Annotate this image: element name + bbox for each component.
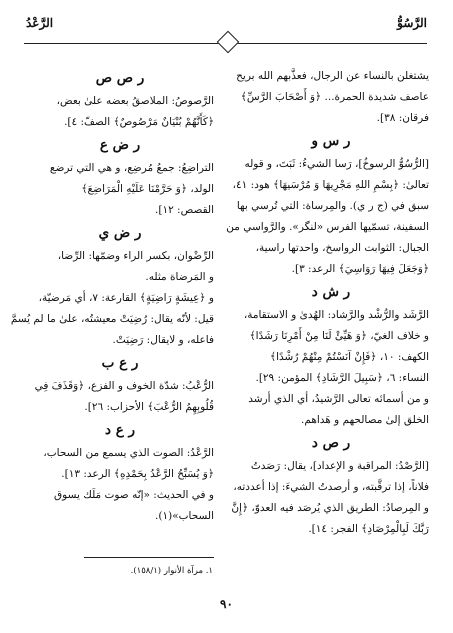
text-line: يشتغلن بالنساء عن الرجال، فعذَّبهم الله بريح bbox=[236, 70, 429, 82]
page-number: ٩٠ bbox=[220, 597, 233, 611]
text-line: و خلاف الغيّ، ﴿وَ هَيِّئْ لَنَا مِنْ أَمْرِنَا رَشَدًا﴾ bbox=[249, 330, 429, 342]
text-line: قُلُوبِهِمُ الرُّعْبَ﴾ الأحزاب: ٢٦]. bbox=[84, 401, 214, 413]
text-line: سبق في (ج ر ي). والمِرساة: التي تُرسي بها bbox=[236, 200, 429, 212]
text-line: [الرُّسُوُّ الرسوخُ]، رَسا الشيءُ: ثَبَتَ، و قوله bbox=[244, 158, 429, 170]
text-line: القصص: ١٢]. bbox=[155, 204, 214, 216]
root-heading: ر ص د bbox=[311, 435, 351, 451]
text-line: الرِّضْوان، بكسر الراء وضمّها: الرِّضا، bbox=[57, 250, 214, 262]
text-line: و ﴿عِيشَةٍ رَاضِيَةٍ﴾ القارعة: ٧، أي مَرضيّة، bbox=[38, 292, 214, 304]
text-line: ﴿وَجَعَلَ فِيهَا رَوَاسِيَ﴾ الرعد: ٣]. bbox=[291, 263, 429, 275]
text-line: الرُّعْبُ: شدّة الخوف و الفزع، ﴿وَقَذَفَ فِي bbox=[34, 380, 214, 392]
text-line: و من أسمائه تعالى الرَّشيدُ، أي الذي أرشد bbox=[248, 393, 429, 405]
text-line: الرَّشَد والرُّشْد والرَّشاد: الهُدىٰ و الاستقامة، bbox=[243, 309, 429, 321]
text-line: الخلق إلىٰ مصالحهم و هَداهم. bbox=[301, 414, 429, 426]
text-line: النساء: ٦، ﴿سَبِيلَ الرَّشَادِ﴾ المؤمن: ٢٩]. bbox=[255, 372, 429, 384]
text-line: السفينة، تسمّيها الفرس «لنگر». والرَّواسي من bbox=[226, 221, 429, 233]
right-column bbox=[226, 66, 429, 540]
header-left-title: الرَّعْدُ bbox=[26, 16, 54, 30]
root-heading: ر س و bbox=[311, 133, 351, 149]
text-line: فاعله، و لايقال: رَضِيَتْ. bbox=[112, 334, 214, 346]
root-heading: ر ع د bbox=[105, 422, 135, 438]
text-line: الولد، ﴿وَ حَرَّمْنَا عَلَيْهِ الْمَرَاضِعَ﴾ bbox=[81, 183, 214, 195]
text-line: و المِرصادُ: الطريق الذي يُرصَد فيه العدوّ، ﴿إِنَّ bbox=[231, 502, 429, 514]
text-line: فلاناً، إذا ترقَّبته، و أرصدتُ الشيءَ: إذا أعددته، bbox=[233, 481, 429, 493]
text-line: الكهف: ١٠، ﴿فَإِنْ آنَسْتُمْ مِنْهُمْ رُشْدًا﴾ bbox=[269, 351, 429, 363]
footnote-rule bbox=[84, 557, 214, 558]
header-diamond-ornament bbox=[217, 31, 240, 54]
text-line: ﴿وَ يُسَبِّحُ الرَّعْدُ بِحَمْدِهِ﴾ الرعد: ١٣]. bbox=[61, 468, 214, 480]
text-line: السحاب»(١). bbox=[155, 510, 214, 522]
text-line: رَبَّكَ لَبِالْمِرْصَادِ﴾ الفجر: ١٤]. bbox=[308, 523, 429, 535]
header-rule-left bbox=[24, 43, 220, 44]
left-column bbox=[10, 66, 214, 527]
root-heading: ر ع ب bbox=[101, 355, 139, 371]
text-line: تعالىٰ: ﴿بِسْمِ اللهِ مَجْرِيهَا وَ مُرْسَيهَا﴾ هود: ٤١، bbox=[232, 179, 429, 191]
footnote: ١. مرآة الأنوار (١٥٨/١). bbox=[130, 566, 213, 576]
root-heading: ر ش د bbox=[311, 284, 351, 300]
text-line: فرقان: ٣٨]. bbox=[376, 112, 429, 124]
text-line: الجبال: الثوابت الرواسخ، واحدتها راسية، bbox=[255, 242, 429, 254]
text-line: الرَّعْدُ: الصوت الذي يسمع من السحاب، bbox=[43, 447, 214, 459]
text-line: و المَرضاة مثله. bbox=[145, 271, 214, 283]
text-line: و في الحديث: «إنّه صوت مَلَك يسوق bbox=[54, 489, 214, 501]
root-heading: ر ض ع bbox=[99, 137, 141, 153]
text-line: [الرَّصْدُ: المراقبة و الإعداد]، يقال: رَصَدتُ bbox=[250, 460, 429, 472]
text-line: قيل: لأنّه يقال: رُضِيَتْ معيشتُه، علىٰ ما لم يُسمَّ bbox=[10, 313, 214, 325]
root-heading: ر ض ي bbox=[98, 225, 142, 241]
text-line: التراضِعُ: جمعُ مُرضِع، و هي التي ترضع bbox=[49, 162, 214, 174]
header-right-title: الرَّسُوُّ bbox=[397, 16, 427, 30]
text-line: عاصف شديدة الحمرة... ﴿وَ أَصْحَابَ الرَّسِّ﴾ bbox=[240, 91, 429, 103]
root-heading: ر ص ص bbox=[95, 70, 145, 86]
header-rule-right bbox=[229, 43, 427, 44]
text-line: ﴿كَأَنَّهُمْ بُنْيَانٌ مَرْصُوصٌ﴾ الصفّ: ٤]. bbox=[64, 116, 214, 128]
text-line: الرَّصوصُ: الملاصقُ بعضه علىٰ بعض، bbox=[56, 95, 214, 107]
